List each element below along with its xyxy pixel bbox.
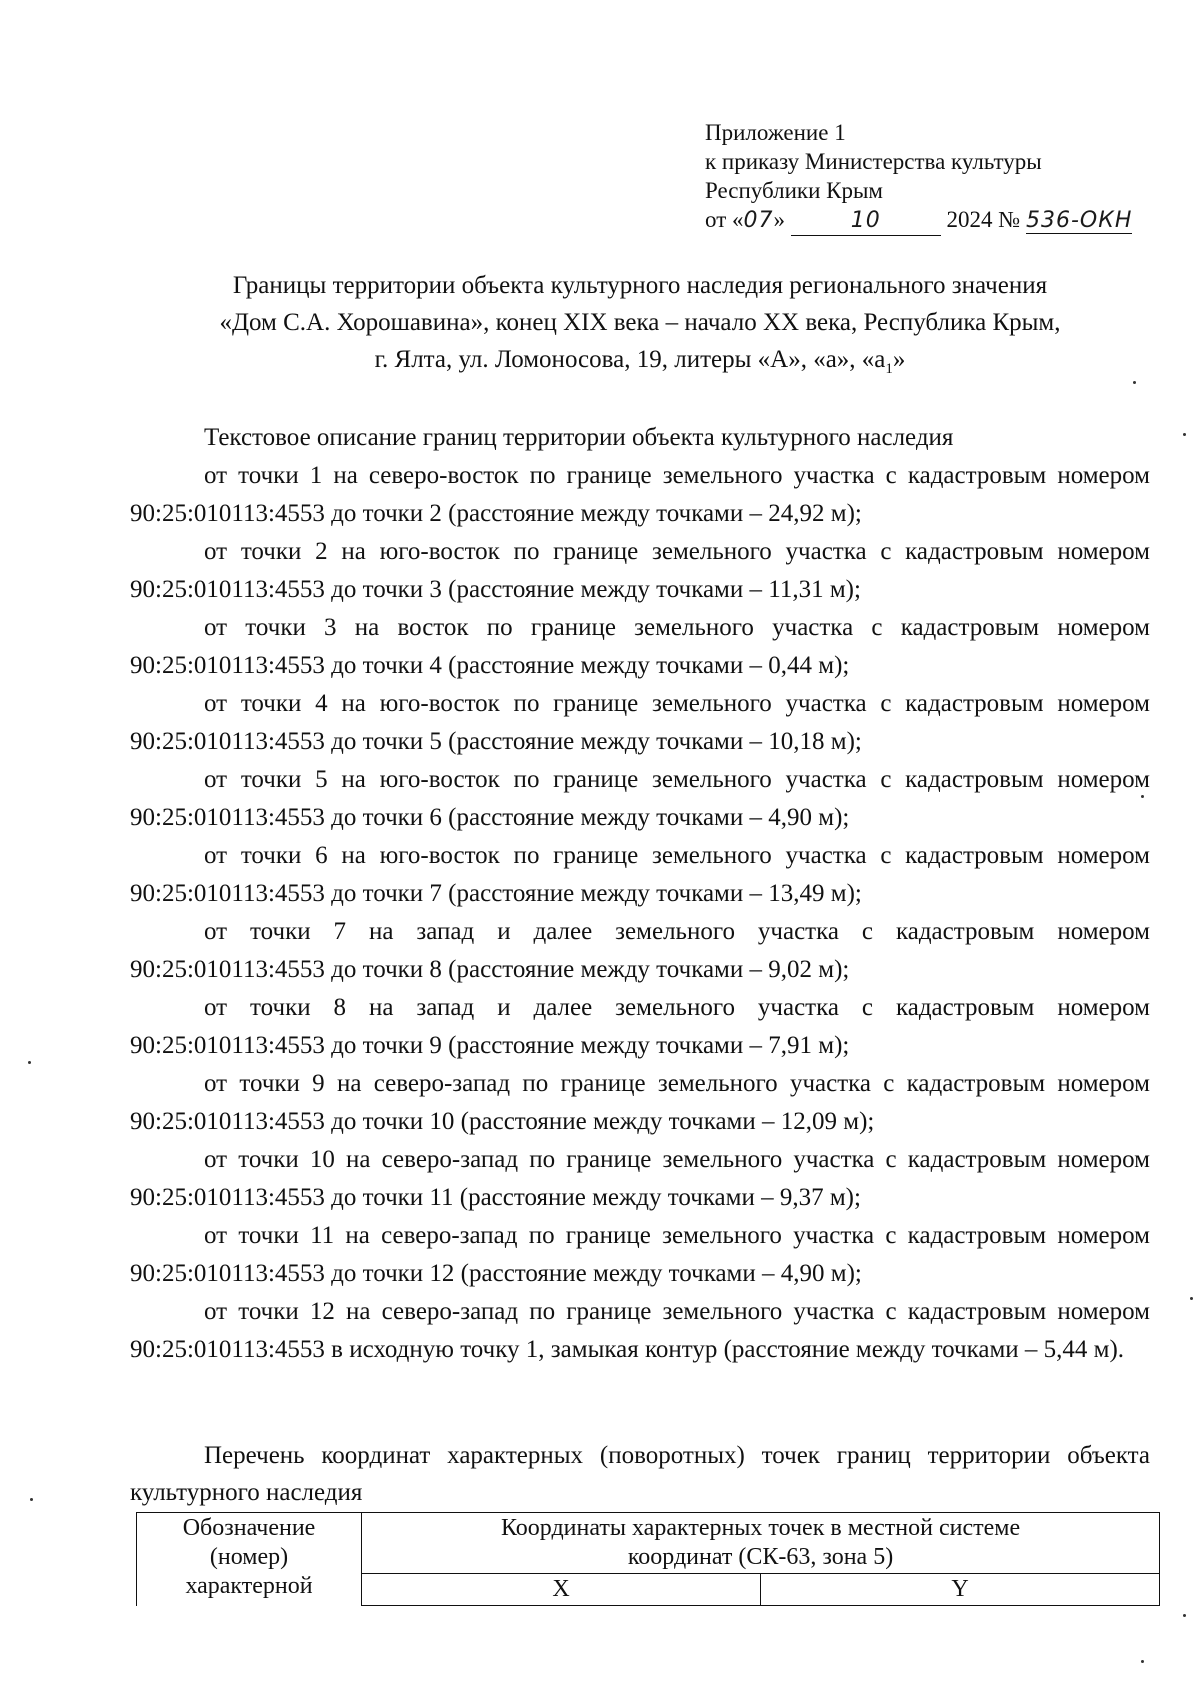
point-designation-header [137,1513,362,1606]
annex-order-ref: к приказу Министерства культуры [705,149,1042,174]
annex-date-line [705,205,1165,236]
description-heading: Текстовое описание границ территории объекта культурного наследия [204,424,954,451]
boundary-segment: от точки 2 на юго-восток по границе земельного участка с кадастровым номером 90:25:010113:4553 до точки 3 (расстояние между точками – 11,31 м); [130,538,1150,603]
annex-header [705,118,1165,236]
boundary-segment: от точки 6 на юго-восток по границе земельного участка с кадастровым номером 90:25:010113:4553 до точки 7 (расстояние между точками – 13,49 м); [130,842,1150,907]
title-line-3 [140,341,1140,388]
scan-speck [1183,1614,1186,1617]
scan-speck [1141,1660,1144,1663]
boundary-segment: от точки 3 на восток по границе земельного участка с кадастровым номером 90:25:010113:4553 до точки 4 (расстояние между точками – 0,44 м); [130,614,1150,679]
title-line-2: «Дом С.А. Хорошавина», конец XIX века – начало XX века, Республика Крым, [219,309,1061,336]
x-column-header: X [362,1574,761,1606]
annex-republic: Республики Крым [705,178,883,203]
scan-speck [1133,381,1136,384]
boundary-segment: от точки 8 на запад и далее земельного участка с кадастровым номером 90:25:010113:4553 до точки 9 (расстояние между точками – 7,91 м); [130,994,1150,1059]
header-line: Координаты характерных точек в местной системе [500,1515,1021,1541]
scan-speck [1141,795,1144,798]
header-line: характерной [185,1573,313,1599]
boundary-segment: от точки 7 на запад и далее земельного участка с кадастровым номером 90:25:010113:4553 до точки 8 (расстояние между точками – 9,02 м); [130,918,1150,983]
order-number-handwritten: 536-ОКН [1025,208,1133,233]
header-line: Обозначение [182,1515,316,1541]
boundary-segment: от точки 11 на северо-запад по границе земельного участка с кадастровым номером 90:25:010113:4553 до точки 12 (расстояние между точками – 4,90 м); [130,1222,1150,1287]
boundary-segment: от точки 9 на северо-запад по границе земельного участка с кадастровым номером 90:25:010113:4553 до точки 10 (расстояние между точками – 12,09 м); [130,1070,1150,1135]
boundary-segment: от точки 5 на юго-восток по границе земельного участка с кадастровым номером 90:25:010113:4553 до точки 6 (расстояние между точками – 4,90 м); [130,766,1150,831]
y-column-header: Y [761,1574,1160,1606]
scan-speck [1190,1297,1193,1300]
boundary-segment: от точки 1 на северо-восток по границе земельного участка с кадастровым номером 90:25:010113:4553 до точки 2 (расстояние между точками – 24,92 м); [130,462,1150,527]
title-line-3-end: » [892,346,906,373]
title-line-3-subscript: 1 [885,361,893,377]
coordinates-heading-text: Перечень координат характерных (поворотных) точек границ территории объекта культурного наследия [130,1442,1150,1506]
boundary-description [130,419,1150,1369]
date-mid: » [773,207,785,232]
boundary-segment: от точки 10 на северо-запад по границе земельного участка с кадастровым номером 90:25:010113:4553 до точки 11 (расстояние между точками – 9,37 м); [130,1146,1150,1211]
header-line: координат (СК-63, зона 5) [627,1544,894,1570]
table-header-row [137,1513,1160,1574]
coordinates-table [136,1512,1160,1606]
coordinates-system-header [362,1513,1160,1574]
annex-title: Приложение 1 [705,120,846,145]
coordinates-list-heading [130,1437,1150,1511]
scan-speck [1183,433,1186,436]
title-line-3-main: г. Ялта, ул. Ломоносова, 19, литеры «А», «а», «а [374,346,886,373]
header-line: (номер) [209,1544,289,1570]
boundary-segment: от точки 12 на северо-запад по границе земельного участка с кадастровым номером 90:25:010113:4553 в исходную точку 1, замыкая контур (расстояние между точками – 5,44 м). [130,1298,1150,1363]
title-line-1: Границы территории объекта культурного наследия регионального значения [232,272,1048,299]
document-title [140,267,1140,388]
scan-speck [28,1061,31,1064]
scan-speck [30,1498,33,1501]
date-prefix: от « [705,207,744,232]
date-day-handwritten: 07 [743,208,774,233]
date-year: 2024 № [946,207,1021,232]
date-month-handwritten: 10 [791,206,941,236]
boundary-segment: от точки 4 на юго-восток по границе земельного участка с кадастровым номером 90:25:010113:4553 до точки 5 (расстояние между точками – 10,18 м); [130,690,1150,755]
